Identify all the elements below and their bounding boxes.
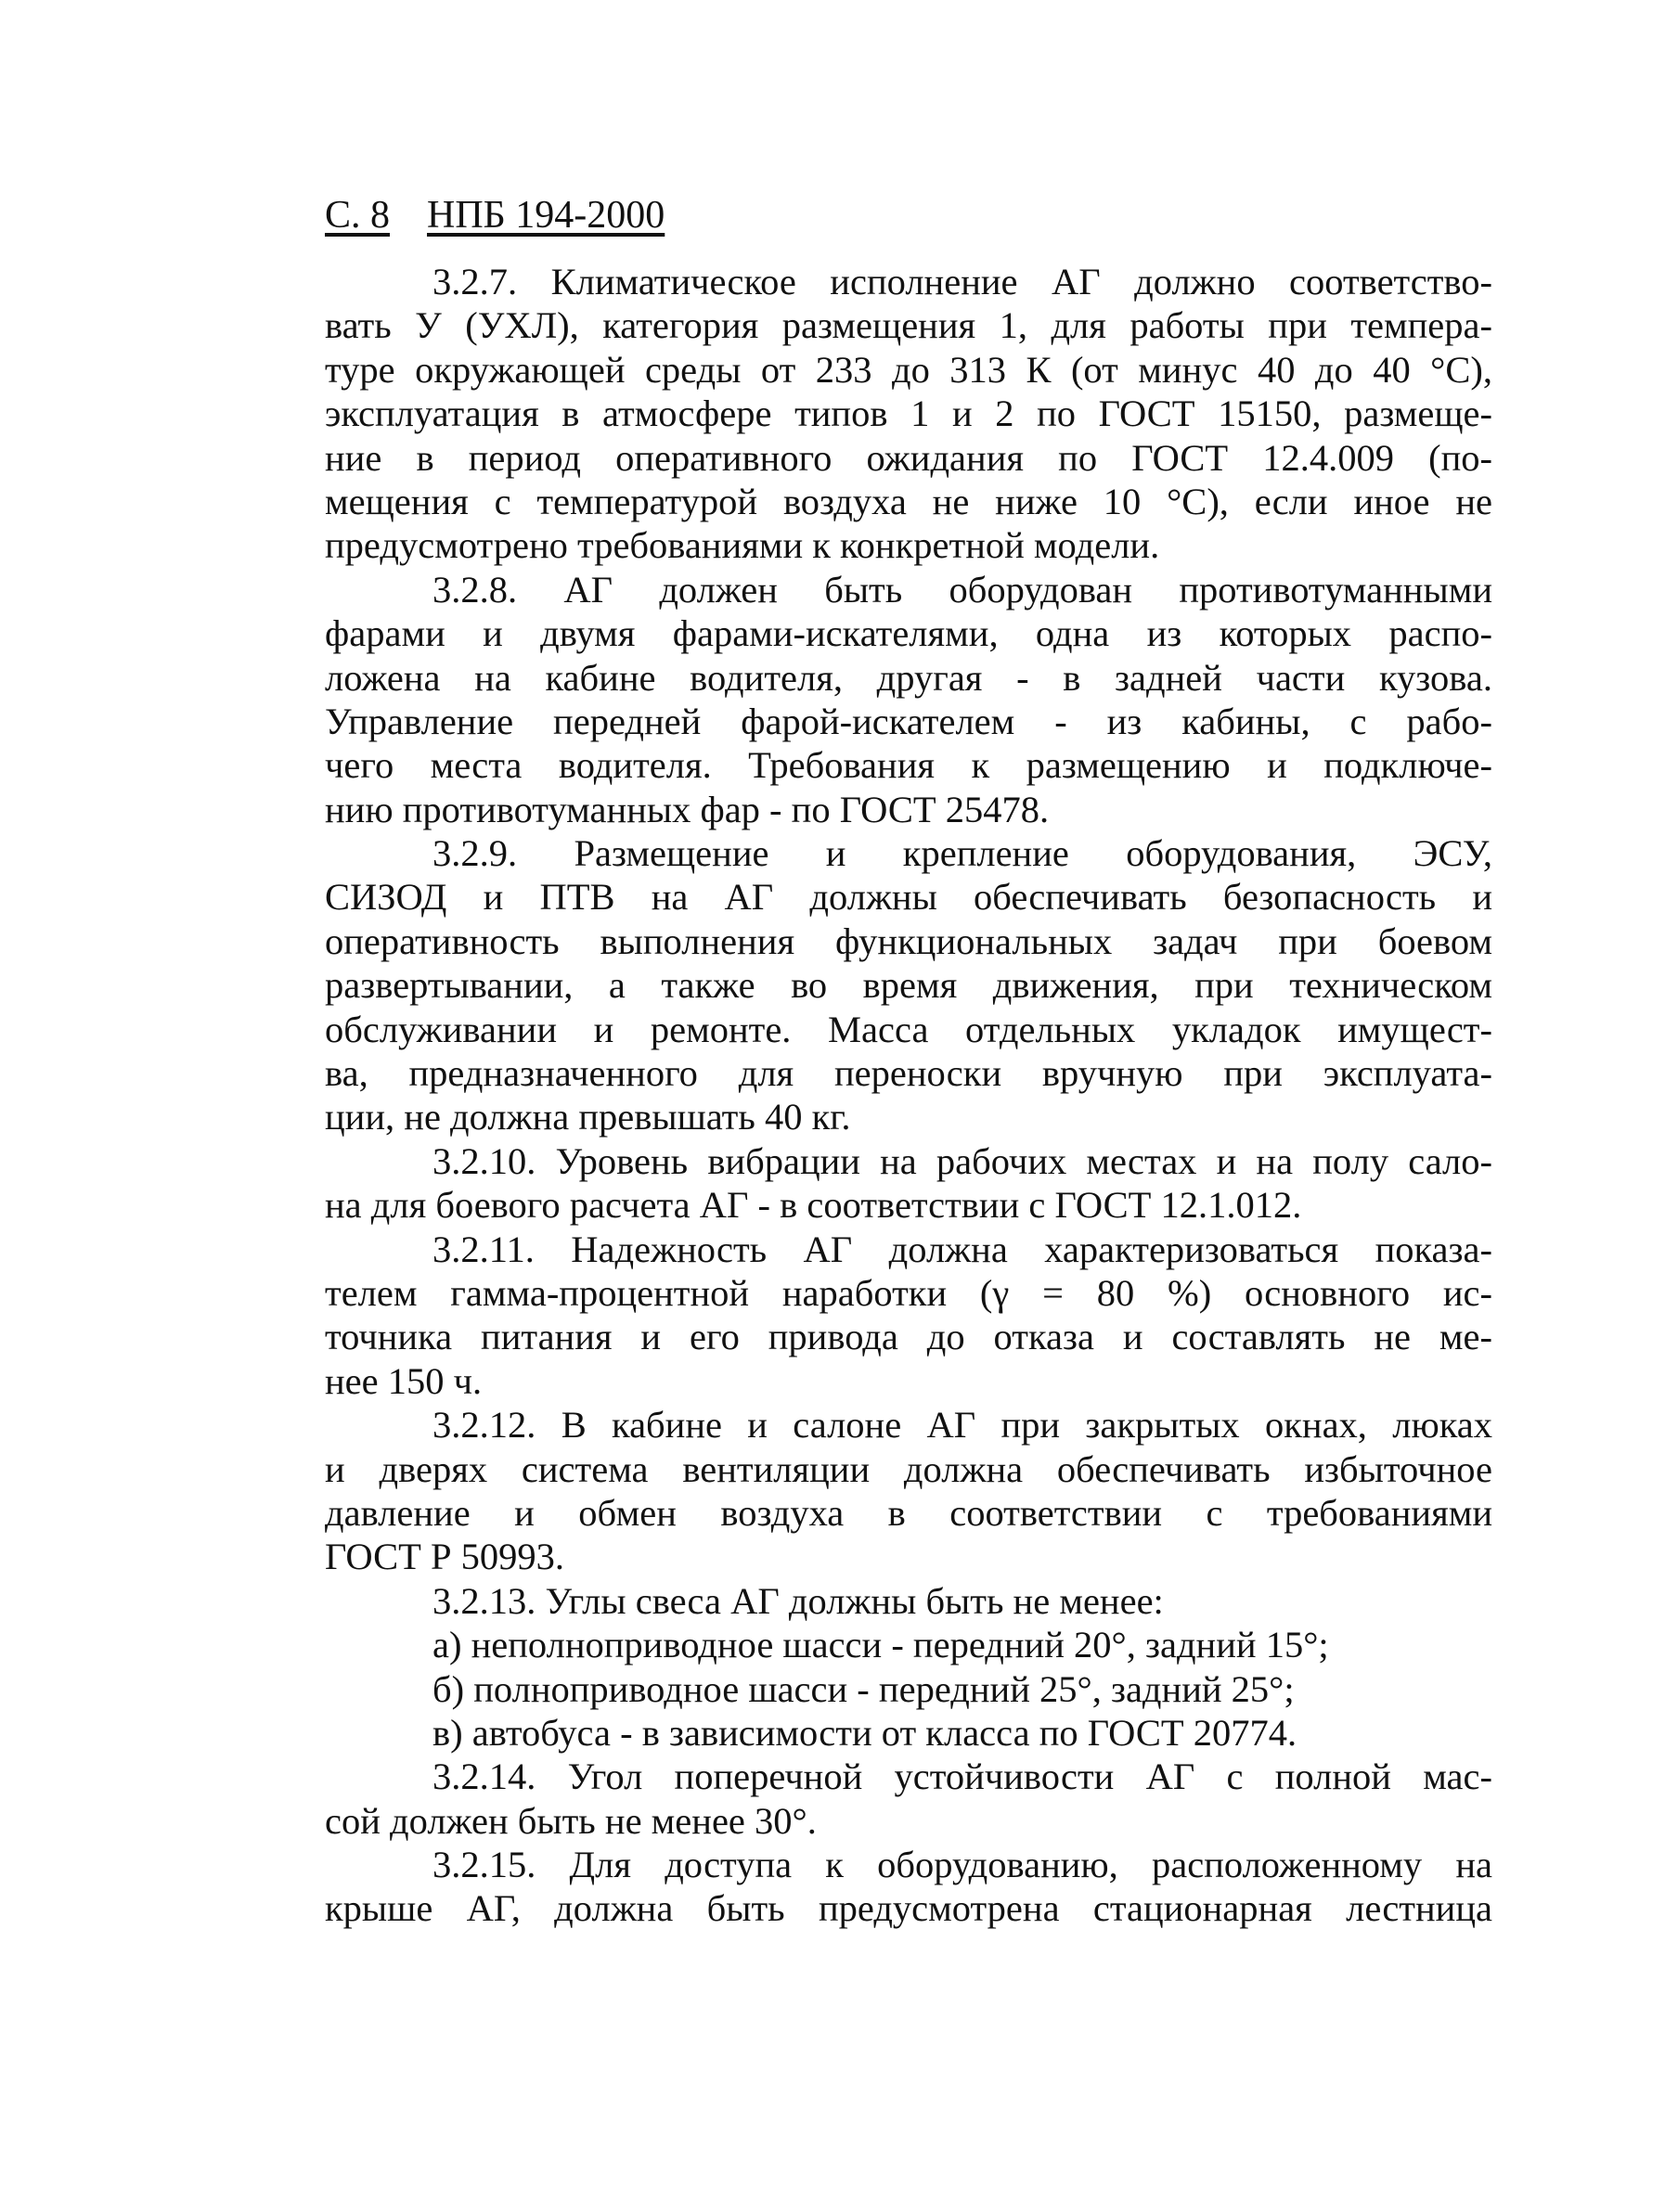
text-line: а) неполноприводное шасси - передний 20°, задний 15°; [432,1624,1329,1666]
text-line: ГОСТ Р 50993. [325,1536,565,1578]
text-line: 3.2.8. АГ должен быть оборудован противотуманными [432,568,1492,611]
text-line: на для боевого расчета АГ - в соответствии с ГОСТ 12.1.012. [325,1184,1302,1227]
text-line: б) полноприводное шасси - передний 25°, задний 25°; [432,1667,1295,1710]
text-line: 3.2.14. Угол поперечной устойчивости АГ с полной мас- [432,1755,1492,1798]
text-line: ва, предназначенного для переноски вручную при эксплуата- [325,1052,1492,1095]
page-header [325,193,665,238]
text-line: ложена на кабине водителя, другая - в задней части кузова. [325,656,1492,699]
text-line: и дверях система вентиляции должна обеспечивать избыточное [325,1447,1492,1490]
text-line: 3.2.7. Климатическое исполнение АГ должно соответство- [432,261,1492,302]
text-line: обслуживании и ремонте. Масса отдельных укладок имущест- [325,1008,1492,1050]
text-line: предусмотрено требованиями к конкретной модели. [325,524,1160,567]
text-line: развертывании, а также во время движения, при техническом [325,964,1492,1007]
text-line: Управление передней фарой-искателем - из кабины, с рабо- [325,700,1492,742]
text-line: вать У (УХЛ), категория размещения 1, для работы при темпера- [325,304,1492,347]
text-line: сой должен быть не менее 30°. [325,1799,817,1842]
text-line: нее 150 ч. [325,1359,483,1402]
text-line: 3.2.15. Для доступа к оборудованию, расположенному на [432,1844,1492,1886]
document-code: НПБ 194-2000 [427,194,665,237]
text-line: 3.2.12. В кабине и салоне АГ при закрытых окнах, люках [432,1404,1492,1447]
body-text [325,260,1492,1931]
text-line: 3.2.10. Уровень вибрации на рабочих местах и на полу сало- [432,1139,1492,1182]
text-line: давление и обмен воздуха в соответствии с требованиями [325,1491,1492,1534]
text-line: туре окружающей среды от 233 до 313 К (от минус 40 до 40 °С), [325,348,1492,391]
text-line: нию противотуманных фар - по ГОСТ 25478. [325,788,1050,830]
text-line: в) автобуса - в зависимости от класса по ГОСТ 20774. [432,1711,1297,1754]
text-line: оперативность выполнения функциональных задач при боевом [325,920,1492,962]
text-line: эксплуатация в атмосфере типов 1 и 2 по ГОСТ 15150, размеще- [325,392,1492,435]
text-line: ции, не должна превышать 40 кг. [325,1096,851,1138]
page-number: С. 8 [325,194,391,237]
text-line: мещения с температурой воздуха не ниже 10 °С), если иное не [325,480,1492,522]
text-line: телем гамма-процентной наработки (γ = 80 %) основного ис- [325,1271,1492,1314]
text-line: чего места водителя. Требования к размещению и подключе- [325,744,1492,787]
text-line: крыше АГ, должна быть предусмотрена стационарная лестница [325,1887,1492,1930]
text-line: 3.2.13. Углы свеса АГ должны быть не менее: [432,1579,1164,1622]
text-line: 3.2.11. Надежность АГ должна характеризоваться показа- [432,1228,1492,1270]
text-line: фарами и двумя фарами-искателями, одна из которых распо- [325,612,1492,655]
text-line: 3.2.9. Размещение и крепление оборудования, ЭСУ, [432,832,1492,875]
text-line: точника питания и его привода до отказа и составлять не ме- [325,1316,1492,1358]
text-line: СИЗОД и ПТВ на АГ должны обеспечивать безопасность и [325,876,1492,919]
text-line: ние в период оперативного ожидания по ГОСТ 12.4.009 (по- [325,436,1492,479]
